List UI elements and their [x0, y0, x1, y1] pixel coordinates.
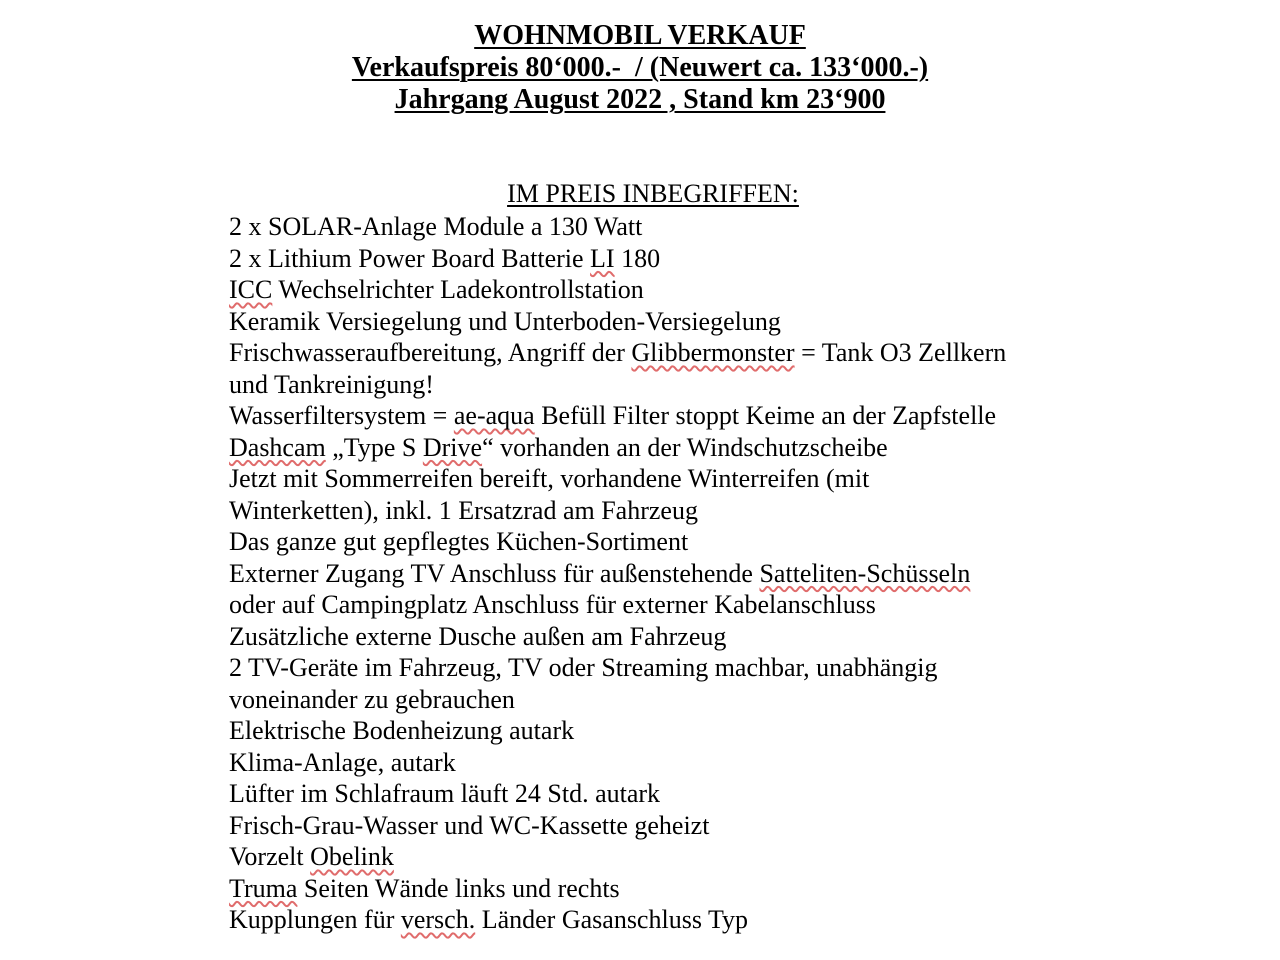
body-line — [229, 400, 1240, 432]
text-run: 2 TV-Geräte im Fahrzeug, TV oder Streaming machbar, unabhängig — [229, 653, 938, 682]
body-line — [229, 621, 1240, 653]
body-line — [229, 810, 1240, 842]
body-line — [229, 274, 1240, 306]
text-run: Kupplungen für — [229, 905, 401, 934]
body-line — [229, 526, 1240, 558]
feature-list — [229, 211, 1240, 936]
body-line — [229, 715, 1240, 747]
section-heading-text: IM PREIS INBEGRIFFEN: — [507, 179, 799, 208]
misspelled-word: Dashcam — [229, 432, 326, 462]
misspelled-word: ae-aqua — [453, 401, 535, 430]
misspelled-word: versch. — [400, 905, 476, 934]
misspelled-word: ICC — [229, 275, 273, 304]
text-run: Zusätzliche externe Dusche außen am Fahrzeug — [229, 621, 727, 651]
text-run: voneinander zu gebrauchen — [229, 684, 515, 714]
text-run: Das ganze gut gepflegtes Küchen-Sortiment — [229, 527, 689, 556]
text-run: Länder Gasanschluss Typ — [475, 905, 749, 934]
text-run: Frischwasseraufbereitung, Angriff der — [229, 338, 632, 367]
text-run: Klima-Anlage, autark — [229, 747, 456, 777]
text-run: Keramik Versiegelung und Unterboden-Versiegelung — [229, 306, 781, 336]
body-line — [229, 211, 1240, 243]
misspelled-word: LI — [590, 243, 615, 273]
misspelled-word: Drive — [422, 432, 483, 462]
text-run: Externer Zugang TV Anschluss für außenstehende — [229, 558, 760, 588]
text-run: Seiten Wände links und rechts — [297, 873, 620, 903]
text-run: 180 — [614, 243, 661, 273]
document-title-block — [0, 20, 1280, 116]
misspelled-word: Truma — [229, 873, 298, 903]
body-line — [229, 369, 1240, 401]
body-line — [229, 243, 1240, 275]
body-line — [229, 684, 1240, 716]
body-line — [229, 432, 1240, 464]
body-line — [229, 904, 1240, 936]
text-run: „Type S — [325, 432, 423, 462]
body-line — [229, 873, 1240, 905]
body-line — [229, 841, 1240, 873]
text-run: oder auf Campingplatz Anschluss für externer Kabelanschluss — [229, 590, 876, 619]
body-line — [229, 652, 1240, 684]
text-run: Elektrische Bodenheizung autark — [229, 716, 575, 745]
title-line-text: Verkaufspreis 80‘000.- / (Neuwert ca. 133‘000.-) — [351, 52, 929, 83]
text-run: und Tankreinigung! — [229, 369, 434, 399]
text-run: Lüfter im Schlafraum läuft 24 Std. autark — [229, 779, 661, 808]
body-line — [229, 778, 1240, 810]
text-run: “ vorhanden an der Windschutzscheibe — [482, 432, 888, 462]
body-line — [229, 589, 1240, 621]
body-line — [229, 747, 1240, 779]
text-run: Wasserfiltersystem = — [229, 401, 454, 430]
text-run: Winterketten), inkl. 1 Ersatzrad am Fahrzeug — [229, 495, 698, 525]
body-line — [229, 558, 1240, 590]
misspelled-word: Glibbermonster — [631, 338, 795, 367]
text-run: Vorzelt — [229, 842, 311, 871]
title-line-text: WOHNMOBIL VERKAUF — [474, 20, 806, 51]
body-line — [229, 463, 1240, 495]
text-run: Frisch-Grau-Wasser und WC-Kassette geheizt — [229, 810, 710, 840]
text-run: Befüll Filter stoppt Keime an der Zapfstelle — [534, 401, 997, 430]
body-line — [229, 495, 1240, 527]
text-run: Wechselrichter Ladekontrollstation — [272, 275, 644, 304]
text-run: = Tank O3 Zellkern — [794, 338, 1007, 367]
text-run: Jetzt mit Sommerreifen bereift, vorhandene Winterreifen (mit — [229, 464, 870, 493]
body-line — [229, 306, 1240, 338]
title-line-text: Jahrgang August 2022 , Stand km 23‘900 — [394, 84, 886, 115]
misspelled-word: Satteliten-Schüsseln — [759, 558, 971, 588]
title-line — [0, 20, 1280, 52]
text-run: 2 x Lithium Power Board Batterie — [229, 243, 591, 273]
body-line — [229, 337, 1240, 369]
text-run: 2 x SOLAR-Anlage Module a 130 Watt — [229, 212, 643, 241]
title-line — [0, 84, 1280, 116]
title-line — [0, 52, 1280, 84]
misspelled-word: Obelink — [310, 842, 394, 871]
